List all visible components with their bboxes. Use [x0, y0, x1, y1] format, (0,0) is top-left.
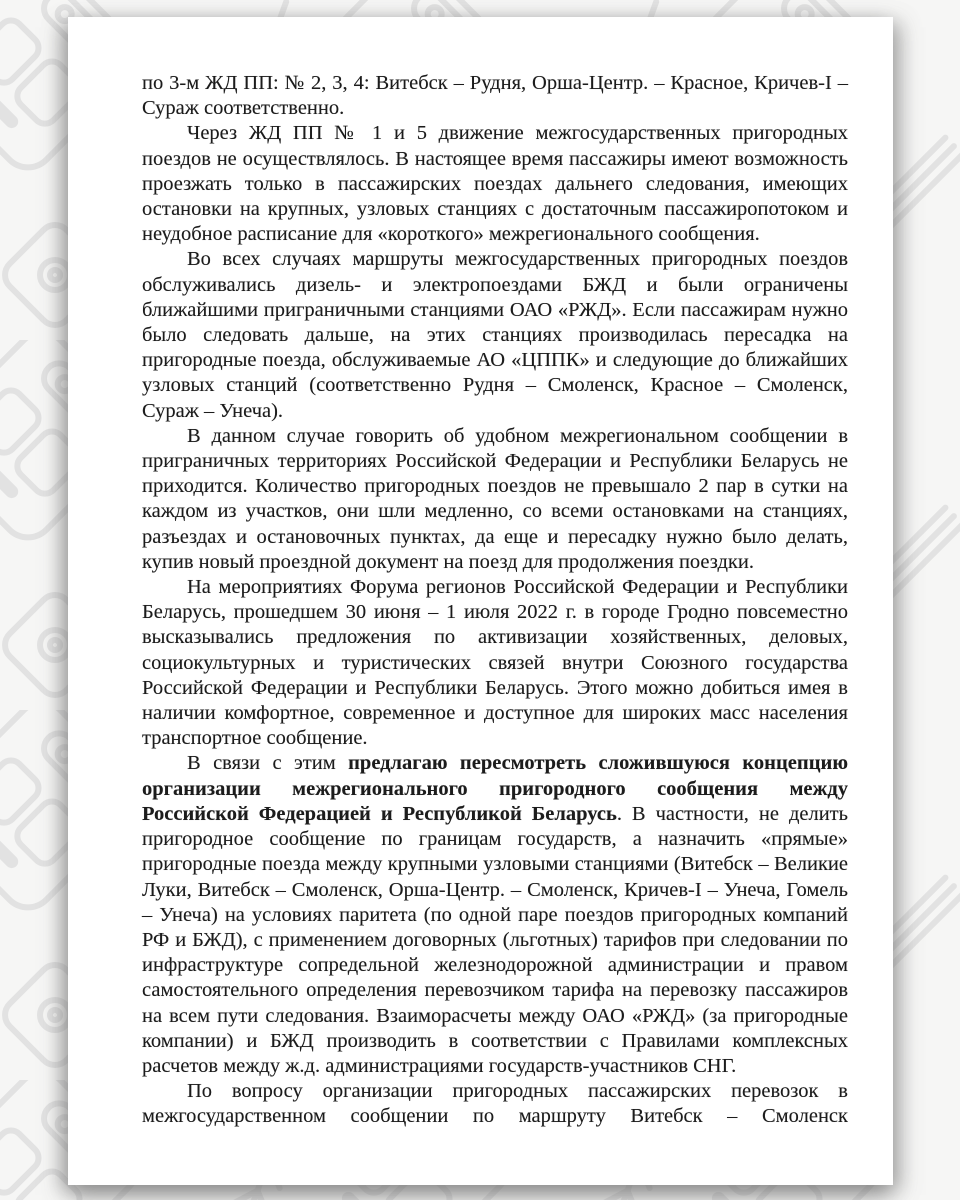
- paragraph: [142, 751, 848, 1079]
- paragraph: [142, 424, 848, 575]
- paragraph: [142, 575, 848, 751]
- text-run: На мероприятиях Форума регионов Российской Федерации и Республики Беларусь, прошедшем 30 июня – 1 июля 2022 г. в городе Гродно повсеместно высказывались предложения по активизации хозяйственных, деловых, социокультурных и туристических связей внутри Союзного государства Российской Федерации и Республики Беларусь. Этого можно добиться имея в наличии комфортное, современное и доступное для широких масс населения транспортное сообщение.: [142, 576, 848, 750]
- text-run: Через ЖД ПП № 1 и 5 движение межгосударственных пригородных поездов не осуществлялось. В настоящее время пассажиры имеют возможность проезжать только в пассажирских поездах дальнего следования, имеющих остановки на крупных, узловых станциях с достаточным пассажиропотоком и неудобное расписание для «короткого» межрегионального сообщения.: [142, 122, 848, 246]
- bold-text-run: предлагаю пересмотреть сложившуюся концепцию организации межрегионального пригородного сообщения между Российской Федерацией и Республикой Беларусь: [142, 752, 848, 825]
- text-run: . В частности, не делить пригородное сообщение по границам государств, а назначить «прямые» пригородные поезда между крупными узловыми станциями (Витебск – Великие Луки, Витебск – Смоленск, Орша-Центр. – Смоленск, Кричев-I – Унеча, Гомель – Унеча) на условиях паритета (по одной паре поездов пригородных компаний РФ и БЖД), с применением договорных (льготных) тарифов при следовании по инфраструктуре сопредельной железнодорожной администрации и правом самостоятельного определения перевозчиком тарифа на перевозку пассажиров на всем пути следования. Взаиморасчеты между ОАО «РЖД» (за пригородные компании) и БЖД производить в соответствии с Правилами комплексных расчетов между ж.д. администрациями государств-участников СНГ.: [142, 802, 848, 1077]
- paragraph: [142, 121, 848, 247]
- text-run: Во всех случаях маршруты межгосударственных пригородных поездов обслуживались дизель- и электропоездами БЖД и были ограничены ближайшими приграничными станциями ОАО «РЖД». Если пассажирам нужно было следовать дальше, на этих станциях производилась пересадка на пригородные поезда, обслуживаемые АО «ЦППК» и следующие до ближайших узловых станций (соответственно Рудня – Смоленск, Красное – Смоленск, Сураж – Унеча).: [142, 248, 848, 422]
- paragraph: [142, 247, 848, 423]
- paragraph: [142, 1079, 848, 1129]
- text-run: По вопросу организации пригородных пассажирских перевозок в межгосударственном сообщении по маршруту Витебск – Смоленск: [142, 1080, 848, 1128]
- document-text: [142, 71, 848, 1130]
- text-run: по 3-м ЖД ПП: № 2, 3, 4: Витебск – Рудня, Орша-Центр. – Красное, Кричев-I – Сураж соответственно.: [142, 72, 848, 120]
- text-run: В данном случае говорить об удобном межрегиональном сообщении в приграничных территориях Российской Федерации и Республики Беларусь не приходится. Количество пригородных поездов не превышало 2 пар в сутки на каждом из участков, они шли медленно, со всеми остановками на станциях, разъездах и остановочных пунктах, да еще и пересадку нужно было делать, купив новый проездной документ на поезд для продолжения поездки.: [142, 424, 848, 573]
- paragraph: [142, 71, 848, 121]
- text-run: В связи с этим: [187, 752, 349, 775]
- document-page: [68, 17, 893, 1185]
